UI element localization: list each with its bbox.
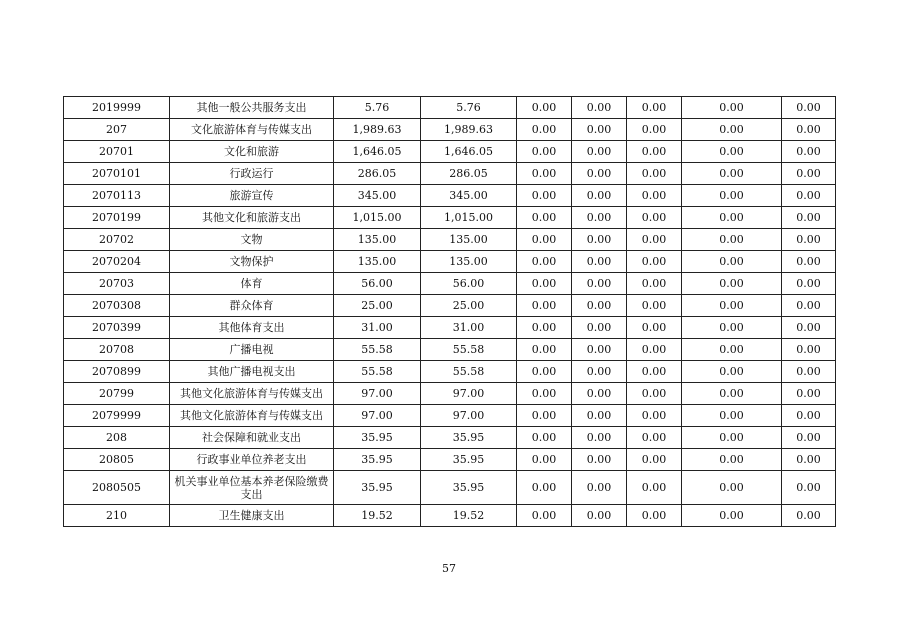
value-cell: 0.00 (572, 361, 627, 383)
value-cell: 0.00 (682, 405, 782, 427)
value-cell: 35.95 (334, 427, 421, 449)
table-row (64, 163, 836, 185)
value-cell: 1,646.05 (334, 141, 421, 163)
value-cell: 0.00 (572, 427, 627, 449)
subject-code-cell: 2070101 (64, 163, 170, 185)
value-cell: 0.00 (682, 97, 782, 119)
value-cell: 0.00 (627, 295, 682, 317)
value-cell: 5.76 (334, 97, 421, 119)
value-cell: 19.52 (421, 505, 517, 527)
value-cell: 0.00 (682, 119, 782, 141)
value-cell: 0.00 (682, 141, 782, 163)
subject-name-cell: 社会保障和就业支出 (170, 427, 334, 449)
value-cell: 0.00 (517, 471, 572, 505)
value-cell: 0.00 (517, 449, 572, 471)
table-body (64, 97, 836, 527)
value-cell: 0.00 (572, 97, 627, 119)
value-cell: 0.00 (627, 207, 682, 229)
value-cell: 0.00 (517, 317, 572, 339)
value-cell: 0.00 (572, 185, 627, 207)
value-cell: 0.00 (572, 317, 627, 339)
value-cell: 0.00 (517, 251, 572, 273)
value-cell: 0.00 (782, 207, 836, 229)
value-cell: 0.00 (627, 185, 682, 207)
budget-table (63, 96, 836, 527)
subject-code-cell: 2079999 (64, 405, 170, 427)
value-cell: 35.95 (421, 471, 517, 505)
subject-name-cell: 体育 (170, 273, 334, 295)
value-cell: 0.00 (782, 273, 836, 295)
value-cell: 0.00 (782, 229, 836, 251)
value-cell: 0.00 (517, 229, 572, 251)
table-row (64, 273, 836, 295)
value-cell: 0.00 (682, 427, 782, 449)
value-cell: 97.00 (421, 383, 517, 405)
value-cell: 0.00 (627, 471, 682, 505)
value-cell: 0.00 (517, 361, 572, 383)
subject-code-cell: 2070113 (64, 185, 170, 207)
subject-code-cell: 208 (64, 427, 170, 449)
value-cell: 0.00 (782, 185, 836, 207)
value-cell: 0.00 (782, 119, 836, 141)
subject-name-cell: 广播电视 (170, 339, 334, 361)
value-cell: 0.00 (682, 273, 782, 295)
subject-name-cell: 文化旅游体育与传媒支出 (170, 119, 334, 141)
subject-code-cell: 2070199 (64, 207, 170, 229)
value-cell: 135.00 (421, 229, 517, 251)
value-cell: 0.00 (572, 273, 627, 295)
value-cell: 35.95 (334, 449, 421, 471)
value-cell: 286.05 (334, 163, 421, 185)
table-row (64, 97, 836, 119)
table-row (64, 295, 836, 317)
table-row (64, 339, 836, 361)
value-cell: 35.95 (421, 427, 517, 449)
value-cell: 0.00 (782, 339, 836, 361)
table-row (64, 427, 836, 449)
value-cell: 286.05 (421, 163, 517, 185)
value-cell: 0.00 (682, 471, 782, 505)
value-cell: 0.00 (627, 119, 682, 141)
value-cell: 31.00 (334, 317, 421, 339)
value-cell: 135.00 (421, 251, 517, 273)
subject-code-cell: 210 (64, 505, 170, 527)
table-row (64, 383, 836, 405)
subject-name-cell: 文物保护 (170, 251, 334, 273)
value-cell: 35.95 (334, 471, 421, 505)
value-cell: 0.00 (517, 97, 572, 119)
value-cell: 1,646.05 (421, 141, 517, 163)
value-cell: 0.00 (572, 449, 627, 471)
value-cell: 0.00 (517, 505, 572, 527)
value-cell: 0.00 (782, 317, 836, 339)
value-cell: 0.00 (782, 405, 836, 427)
table-row (64, 207, 836, 229)
value-cell: 0.00 (627, 251, 682, 273)
value-cell: 1,989.63 (334, 119, 421, 141)
table-row (64, 185, 836, 207)
subject-name-cell: 行政事业单位养老支出 (170, 449, 334, 471)
value-cell: 345.00 (421, 185, 517, 207)
subject-code-cell: 20799 (64, 383, 170, 405)
subject-code-cell: 207 (64, 119, 170, 141)
table-row (64, 361, 836, 383)
value-cell: 0.00 (682, 251, 782, 273)
value-cell: 0.00 (782, 505, 836, 527)
value-cell: 0.00 (682, 449, 782, 471)
value-cell: 345.00 (334, 185, 421, 207)
value-cell: 0.00 (517, 383, 572, 405)
value-cell: 0.00 (627, 427, 682, 449)
subject-name-cell: 其他文化旅游体育与传媒支出 (170, 405, 334, 427)
value-cell: 0.00 (517, 207, 572, 229)
value-cell: 0.00 (517, 405, 572, 427)
value-cell: 0.00 (782, 251, 836, 273)
value-cell: 56.00 (334, 273, 421, 295)
value-cell: 56.00 (421, 273, 517, 295)
value-cell: 0.00 (627, 317, 682, 339)
value-cell: 0.00 (782, 295, 836, 317)
subject-name-cell: 其他广播电视支出 (170, 361, 334, 383)
value-cell: 55.58 (334, 361, 421, 383)
subject-name-cell: 其他一般公共服务支出 (170, 97, 334, 119)
subject-code-cell: 20708 (64, 339, 170, 361)
value-cell: 0.00 (517, 339, 572, 361)
value-cell: 0.00 (517, 295, 572, 317)
value-cell: 135.00 (334, 251, 421, 273)
value-cell: 31.00 (421, 317, 517, 339)
value-cell: 0.00 (627, 141, 682, 163)
value-cell: 0.00 (782, 449, 836, 471)
value-cell: 19.52 (334, 505, 421, 527)
value-cell: 0.00 (682, 317, 782, 339)
value-cell: 0.00 (572, 141, 627, 163)
value-cell: 1,015.00 (334, 207, 421, 229)
subject-code-cell: 2070204 (64, 251, 170, 273)
value-cell: 0.00 (517, 119, 572, 141)
subject-code-cell: 2070399 (64, 317, 170, 339)
subject-name-cell: 其他文化旅游体育与传媒支出 (170, 383, 334, 405)
value-cell: 0.00 (517, 185, 572, 207)
value-cell: 97.00 (334, 383, 421, 405)
value-cell: 35.95 (421, 449, 517, 471)
value-cell: 0.00 (782, 163, 836, 185)
value-cell: 0.00 (572, 339, 627, 361)
subject-code-cell: 2070308 (64, 295, 170, 317)
value-cell: 0.00 (782, 97, 836, 119)
value-cell: 0.00 (627, 97, 682, 119)
table-row (64, 317, 836, 339)
value-cell: 97.00 (334, 405, 421, 427)
table-row (64, 471, 836, 505)
value-cell: 0.00 (572, 405, 627, 427)
subject-name-cell: 群众体育 (170, 295, 334, 317)
subject-code-cell: 2070899 (64, 361, 170, 383)
value-cell: 1,015.00 (421, 207, 517, 229)
value-cell: 0.00 (627, 383, 682, 405)
subject-name-cell: 行政运行 (170, 163, 334, 185)
value-cell: 0.00 (627, 339, 682, 361)
subject-name-cell: 旅游宣传 (170, 185, 334, 207)
value-cell: 5.76 (421, 97, 517, 119)
value-cell: 0.00 (572, 163, 627, 185)
value-cell: 0.00 (572, 383, 627, 405)
subject-name-cell: 文化和旅游 (170, 141, 334, 163)
value-cell: 0.00 (517, 141, 572, 163)
value-cell: 0.00 (517, 273, 572, 295)
value-cell: 0.00 (627, 505, 682, 527)
value-cell: 0.00 (782, 427, 836, 449)
value-cell: 0.00 (682, 295, 782, 317)
value-cell: 135.00 (334, 229, 421, 251)
value-cell: 0.00 (682, 361, 782, 383)
value-cell: 0.00 (782, 141, 836, 163)
value-cell: 0.00 (572, 471, 627, 505)
value-cell: 0.00 (572, 295, 627, 317)
value-cell: 0.00 (682, 207, 782, 229)
table-row (64, 141, 836, 163)
value-cell: 0.00 (627, 361, 682, 383)
value-cell: 25.00 (421, 295, 517, 317)
value-cell: 25.00 (334, 295, 421, 317)
table-row (64, 505, 836, 527)
value-cell: 97.00 (421, 405, 517, 427)
subject-name-cell: 其他文化和旅游支出 (170, 207, 334, 229)
table-row (64, 405, 836, 427)
subject-code-cell: 20805 (64, 449, 170, 471)
value-cell: 0.00 (572, 505, 627, 527)
subject-name-cell: 机关事业单位基本养老保险缴费支出 (170, 471, 334, 505)
value-cell: 0.00 (572, 119, 627, 141)
subject-code-cell: 20702 (64, 229, 170, 251)
value-cell: 0.00 (782, 471, 836, 505)
value-cell: 0.00 (572, 251, 627, 273)
value-cell: 55.58 (334, 339, 421, 361)
value-cell: 0.00 (627, 273, 682, 295)
value-cell: 0.00 (572, 207, 627, 229)
value-cell: 0.00 (682, 185, 782, 207)
value-cell: 0.00 (627, 405, 682, 427)
subject-name-cell: 卫生健康支出 (170, 505, 334, 527)
table-row (64, 119, 836, 141)
table-row (64, 251, 836, 273)
value-cell: 0.00 (627, 163, 682, 185)
value-cell: 0.00 (682, 505, 782, 527)
value-cell: 0.00 (682, 163, 782, 185)
value-cell: 0.00 (627, 229, 682, 251)
subject-code-cell: 2019999 (64, 97, 170, 119)
subject-code-cell: 20701 (64, 141, 170, 163)
value-cell: 0.00 (782, 383, 836, 405)
table-row (64, 449, 836, 471)
value-cell: 0.00 (517, 163, 572, 185)
value-cell: 1,989.63 (421, 119, 517, 141)
table-row (64, 229, 836, 251)
value-cell: 0.00 (627, 449, 682, 471)
value-cell: 0.00 (682, 229, 782, 251)
value-cell: 55.58 (421, 339, 517, 361)
subject-name-cell: 其他体育支出 (170, 317, 334, 339)
value-cell: 0.00 (572, 229, 627, 251)
value-cell: 0.00 (782, 361, 836, 383)
value-cell: 0.00 (517, 427, 572, 449)
subject-code-cell: 20703 (64, 273, 170, 295)
page-number: 57 (442, 562, 456, 575)
value-cell: 0.00 (682, 339, 782, 361)
value-cell: 0.00 (682, 383, 782, 405)
value-cell: 55.58 (421, 361, 517, 383)
subject-code-cell: 2080505 (64, 471, 170, 505)
subject-name-cell: 文物 (170, 229, 334, 251)
